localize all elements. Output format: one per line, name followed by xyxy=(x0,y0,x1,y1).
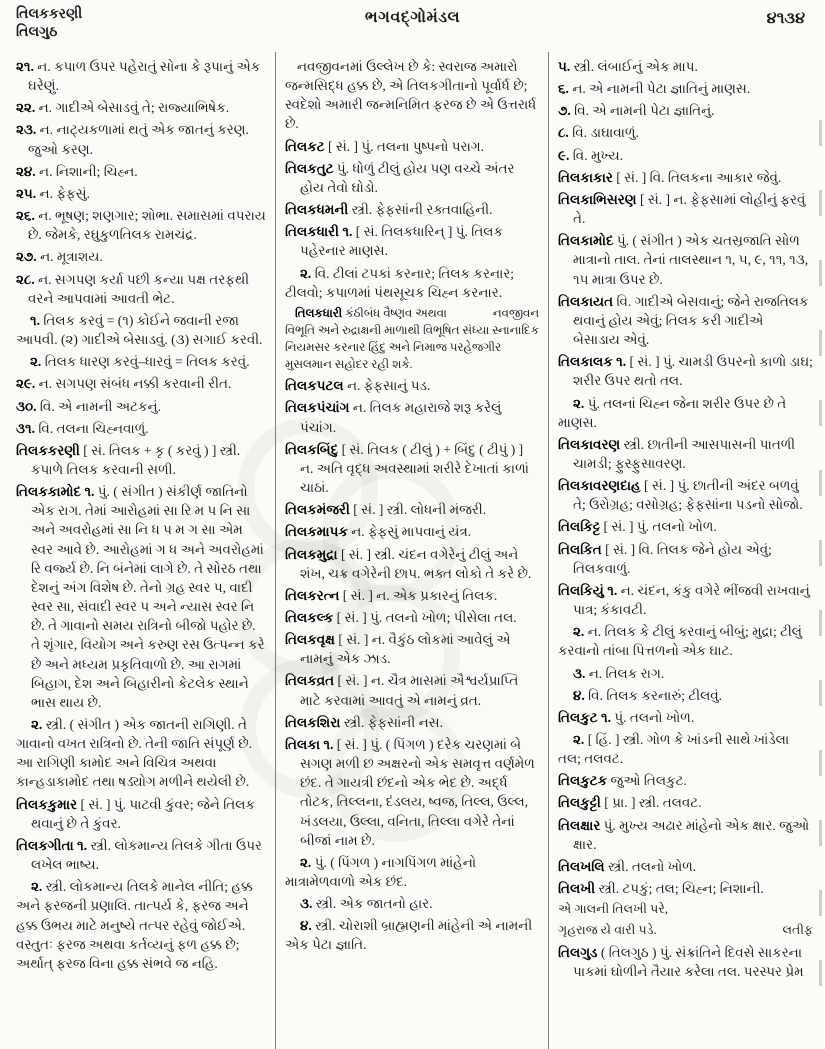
headword: તિલકવ્રત xyxy=(285,673,335,689)
dictionary-entry xyxy=(285,305,539,373)
dictionary-sense xyxy=(558,686,813,705)
dictionary-entry xyxy=(16,836,266,874)
definition-text: [ સં. તિલકધારિન્ ] પું. તિલક પહેરનાર માણસ. xyxy=(300,224,504,259)
headword: તિલકાવરણ xyxy=(558,436,621,452)
dictionary-entry xyxy=(285,630,539,668)
definition-text: એ ગાલની તિલખી પરે, xyxy=(558,902,669,917)
sense-number: ૨૩. xyxy=(16,122,37,138)
dictionary-sense xyxy=(285,853,539,891)
dictionary-entry xyxy=(16,482,266,712)
dictionary-sense xyxy=(558,622,813,660)
sense-number: ૬. xyxy=(558,81,569,97)
headword: તિલકાયત xyxy=(558,293,614,309)
definition-text: ન. તિલક મહારાજે શરૂ કરેલું પંચાંગ. xyxy=(300,400,502,435)
sense-number: ૩૧. xyxy=(16,420,35,436)
sense-number: ૧. xyxy=(77,837,88,853)
definition-text: [ સં. ] વિ. તિલક જેને હોય એવું; તિલકવાળું. xyxy=(573,541,772,576)
dictionary-sense xyxy=(558,146,813,165)
definition-text: વિ. તલના ચિહ્નવાળું. xyxy=(38,420,149,436)
sense-number: ૭. xyxy=(558,103,571,119)
headword: તિલકુટ્ટી xyxy=(558,795,601,811)
definition-text: પું. ( સંગીત ) એક ચતસ્રજાતિ સોળ માત્રાનો તાલ. તેનાં તાલસ્થાન ૧, ૫, ૯, ૧૧, ૧૩, ૧૫ માત્રા ઉપર છે. xyxy=(573,233,809,287)
dictionary-entry xyxy=(285,522,539,541)
dictionary-entry xyxy=(558,857,813,876)
dictionary-sense xyxy=(558,123,813,142)
sense-number: ૧. xyxy=(30,312,40,328)
definition-text: સ્ત્રી. છાતીની આસપાસની પાતળી ચામડી; ફુસ્ફુસાવરણ. xyxy=(573,436,796,471)
dictionary-sense xyxy=(558,394,813,432)
sense-number: ૨. xyxy=(573,732,585,747)
dictionary-entry xyxy=(558,943,813,981)
definition-text: સ્ત્રી. લોકમાન્ય તિલકે ગીતા ઉપર લખેલ ભાષ્ય. xyxy=(31,837,262,873)
dictionary-entry xyxy=(558,292,813,349)
dictionary-entry xyxy=(558,771,813,790)
attribution: નવજીવન xyxy=(492,305,539,320)
definition-text: પું. ( સંગીત ) સંકીર્ણ જાતિનો એક રાગ. તેમાં આરોહમાં સા રિ મ પ નિ સા અને અવરોહમાં સા નિ ધ પ મ ગ સા એમ સ્વર આવે છે. આરોહમાં ગ ધ અને અવરોહમાં રિ વર્જ્ય છે. નિ બંનેમાં લાગે છે. તે સોરઠ તથા દેશનું અંગ વિશેષ છે. તેનો ગ્રહ સ્વર પ, વાદી સ્વર સા, સંવાદી સ્વર પ અને ન્યાસ સ્વર નિ છે. તે ગાવાનો સમય રાત્રિનો બીજો પહોર છે. તે શૃંગાર, વિયોગ અને કરુણ રસ ઉત્પન્ન કરે છે અને મધ્યમ પ્રકૃતિવાળો છે. આ રાગમાં બિહાગ, દેશ અને બિહારીનો કેટલેક સ્થાને ભાસ થાય છે. xyxy=(31,484,265,710)
dictionary-sense xyxy=(16,247,266,266)
column-3 xyxy=(549,52,817,1049)
sense-number: ૧. xyxy=(616,354,627,370)
dictionary-sense xyxy=(16,120,266,158)
page-number: ૪૧૩૪ xyxy=(766,10,805,27)
guide-words xyxy=(16,6,82,42)
dictionary-sense xyxy=(16,57,266,95)
definition-text: [ સં. ] ન. વૈકુંઠ લોકમાં આવેલું એ નામનું એક ઝાડ. xyxy=(300,632,511,667)
headword: તિલકલ્ક xyxy=(285,609,334,625)
guide-word-bottom: તિલગુઠ xyxy=(16,25,58,41)
definition-text: [ સં. ] ન. ફેફસામાં લોહીનું ફરવું તે. xyxy=(573,191,806,227)
headword: તિલકાકાર xyxy=(558,169,613,185)
dictionary-sense xyxy=(16,715,266,792)
sense-number: ૨૬. xyxy=(16,208,35,224)
dictionary-sense xyxy=(285,264,539,302)
dictionary-sense xyxy=(16,98,266,117)
headword: તિલકપંચાંગ xyxy=(285,400,350,416)
dictionary-entry xyxy=(285,200,539,219)
definition-text: [ સં. ] પું. તલનો ખોળ. xyxy=(603,519,717,535)
headword: તિલકધારી xyxy=(295,305,343,320)
dictionary-entry xyxy=(285,137,539,156)
sense-number: ૧. xyxy=(607,582,618,598)
dictionary-entry xyxy=(285,159,539,197)
dictionary-entry xyxy=(558,190,813,228)
definition-text: [ સં. ] પું. તલના પુષ્પનો પરાગ. xyxy=(327,138,485,154)
dictionary-entry xyxy=(285,545,539,583)
definition-text: ન. નિશાની; ચિહ્ન. xyxy=(39,163,138,179)
sense-number: ૨૮. xyxy=(16,271,35,287)
definition-text: ન. તિલક રાગ. xyxy=(588,665,665,681)
sense-number: ૪. xyxy=(300,918,312,934)
headword: તિલકધમની xyxy=(285,202,349,218)
dictionary-sense xyxy=(16,184,266,203)
sense-number: ૧. xyxy=(323,736,334,752)
headword: તિલકકરણી xyxy=(16,442,80,458)
headword: તિલકરત્ન xyxy=(285,587,340,603)
headword: તિલકગીતા xyxy=(16,837,74,853)
definition-text: ન. સગપણ કર્યા પછી કન્યા પક્ષ તરફથી વરને આપવામાં આવતી ભેટ. xyxy=(28,271,250,306)
definition-text: ન. ફેફસાનું પડ. xyxy=(346,378,431,394)
definition-text: વિ. એ નામની પેટા જ્ઞાતિનું. xyxy=(574,103,715,119)
headword: તિલકટ xyxy=(285,138,325,154)
sense-number: ૨. xyxy=(30,354,42,370)
dictionary-sense xyxy=(558,664,813,683)
sense-number: ૫. xyxy=(558,59,571,74)
dictionary-entry xyxy=(285,671,539,709)
definition-text: તિલક કરવું = (૧) કોઈને જવાની રજા આપવી. (૨) ગાદીએ બેસાડવું. (૩) સગાઈ કરવી. xyxy=(16,312,263,348)
sense-number: ૧. xyxy=(600,709,611,725)
dictionary-sense xyxy=(558,730,813,768)
page-header xyxy=(0,0,825,52)
headword: તિલકપટલ xyxy=(285,378,344,394)
headword: તિલકવૃક્ષ xyxy=(285,632,335,648)
dictionary-sense xyxy=(16,311,266,349)
definition-text: સ્ત્રી. ચોરાશી બ્રાહ્મણની માંહેની એ નામની એક પેટા જ્ઞાતિ. xyxy=(285,918,533,953)
dictionary-sense xyxy=(16,397,266,416)
definition-text: પું. તલનો ખોળ. xyxy=(614,709,695,725)
definition-text: [ સં. ] ન. એક પ્રકારનું તિલક. xyxy=(342,587,498,603)
dictionary-entry xyxy=(285,376,539,395)
dictionary-entry xyxy=(558,816,813,854)
definition-text: વિ. તિલક કરનારું; ટીલવું. xyxy=(588,687,723,703)
definition-text: ન. તિલક કે ટીલું કરવાનું બીબું; મુદ્રા; ટીલું કરવાનો તાંબા પિત્તળનો એક ઘાટ. xyxy=(558,624,803,659)
dictionary-entry xyxy=(558,435,813,473)
definition-text: વિ. ટીલાં ટપકાં કરનાર; તિલક કરનાર; ટીલવો; કપાળમાં પંથસૂચક ચિહ્ન કરનાર. xyxy=(285,265,515,300)
dictionary-sense xyxy=(16,374,266,393)
sense-number: ૨. xyxy=(31,879,43,895)
definition-text: [ સં. ] સ્ત્રી. ચંદન વગેરેનું ટીલું અને શંખ, ચક્ર વગેરેની છાપ. ભક્ત લોકો તે કરે છે. xyxy=(300,546,532,581)
dictionary-sense xyxy=(16,206,266,244)
definition-text: વિ. ગાદીએ બેસવાનું; જેને રાજતિલક થવાનું હોય એવું; તિલક કરી ગાદીએ બેસાડાય એવું. xyxy=(573,293,809,348)
headword: તિલકાભિસરણ xyxy=(558,191,637,207)
dictionary-sense xyxy=(558,79,813,98)
definition-text: [ પ્રા. ] સ્ત્રી. તલવટ. xyxy=(604,795,702,811)
column-1 xyxy=(12,52,276,1049)
dictionary-sense xyxy=(16,162,266,181)
dictionary-entry xyxy=(16,795,266,833)
headword: તિલકાલક xyxy=(558,354,613,370)
dictionary-sense xyxy=(16,877,266,973)
headword: તિલકકુમાર xyxy=(16,796,78,812)
definition-text: જુઓ તિલકુટ. xyxy=(610,773,687,789)
sense-number: ૩. xyxy=(573,665,586,681)
dictionary-entry xyxy=(558,879,813,898)
headword: તિલગુડ xyxy=(558,945,598,960)
definition-text: નવજીવનમાં ઉલ્લેખ છે કે: સ્વરાજ અમારો જન્મસિદ્ધ હક્ક છે, એ તિલકગીતાનો પૂર્વાર્ધ છે; સ્વદેશો અમારી જન્મનિમિત ફરજ છે એ ઉત્તરાર્ધ છે. xyxy=(285,59,537,132)
sense-number: ૨૧. xyxy=(16,59,34,74)
definition-text: સ્ત્રી. ( સંગીત ) એક જાતની રાગિણી. તે ગાવાનો વખત રાત્રિનો છે. તેની જાતિ સંપૂર્ણ છે. આ રાગિણી કામોદ અને વિચિત્ર અથવા કાન્હડાકામોદ તથા ષડ્યોગ મળીને થયેલી છે. xyxy=(16,717,253,790)
headword: તિલકિત xyxy=(558,541,602,557)
dictionary-entry xyxy=(558,793,813,812)
verse-line xyxy=(558,901,813,919)
sense-number: ૧. xyxy=(342,224,353,240)
dictionary-entry xyxy=(558,540,813,578)
sense-number: ૨૫. xyxy=(16,185,37,201)
headword: તિલકમુદ્રા xyxy=(285,546,338,562)
headword: તિલકામોદ xyxy=(558,233,614,249)
definition-text: [ સં. તિલક + કૃ ( કરવું ) ] સ્ત્રી. કપાળે તિલક કરવાની સળી. xyxy=(31,442,241,477)
dictionary-entry xyxy=(558,517,813,536)
dictionary-sense xyxy=(16,419,266,438)
headword: તિલક્ષાર xyxy=(558,817,601,833)
headword: તિલકમંજરી xyxy=(285,502,350,518)
dictionary-sense xyxy=(285,894,539,913)
definition-text: ( તિલગુઠ ) પું. સંક્રાંતિને દિવસે સાકરના પાકમાં ઘોળીને તૈયાર કરેલા તલ. પરસ્પર પ્રેમ xyxy=(573,945,804,980)
dictionary-entry xyxy=(285,735,539,850)
definition-text: સ્ત્રી. લંબાઈનું એક માપ. xyxy=(573,59,698,74)
definition-text: [ સં. ] ન. ચૈત્ર માસમાં ઐશ્વર્યપ્રાપ્તિ માટે કરવામાં આવતું એ નામનું વ્રત. xyxy=(300,673,519,708)
definition-text: સ્ત્રી. ટપકું; તલ; ચિહ્ન; નિશાની. xyxy=(598,881,764,897)
definition-text: [ સં. ] પું. પાટવી કુંવર; જેને તિલક થવાનું છે તે કુંવર. xyxy=(31,796,255,831)
sense-number: ૨૪. xyxy=(16,163,36,179)
column-2 xyxy=(276,52,549,1049)
headword: તિલકધારી xyxy=(285,224,339,240)
definition-text: પું. મુખ્ય અઢાર માંહેનો એક ક્ષાર. જુઓ ક્ષાર. xyxy=(573,817,810,852)
dictionary-sense xyxy=(16,352,266,371)
dictionary-sense xyxy=(558,101,813,120)
definition-text: [ સં. ] પું. છાતીની અંદર બળવું તે; ઉરોગ્રહ; વસોગ્રહ; ફેફસાંના પડનો સોજો. xyxy=(573,478,803,513)
sense-number: ૨૭. xyxy=(16,249,37,265)
definition-text: [ હિં. ] સ્ત્રી. ગોળ કે ખાંડની સાથે ખાંડેલા તલ; તલવટ. xyxy=(558,732,790,767)
dictionary-entry xyxy=(285,440,539,497)
definition-text: ન. ફેફસું માપવાનું યંત્ર. xyxy=(351,524,472,540)
definition-text: કંઠીબંધ વૈષ્ણવ અથવા વિભૂતિ અને રુદ્રાક્ષની માળાથી વિભૂષિત સંધ્યા સ્નાનાદિક નિયમસર કરનાર હિંદુ અને નિમાજ પરહેજગીર મુસલમાન સહોદર રહી શકે. xyxy=(285,305,539,372)
dictionary-entry xyxy=(558,581,813,619)
dictionary-sense xyxy=(285,57,539,134)
sense-number: ૧. xyxy=(84,484,95,500)
guide-word-top: તિલકકરણી xyxy=(16,7,83,22)
definition-text: ન. ગાદીએ બેસાડવું તે; રાજ્યાભિષેક. xyxy=(38,100,230,116)
definition-text: સ્ત્રી. એક જાતનો હાર. xyxy=(315,896,433,912)
dictionary-sense xyxy=(16,270,266,308)
definition-text: ન. ફેફસું. xyxy=(39,185,90,201)
sense-number: ૨. xyxy=(300,265,312,281)
definition-text: પું. ધોળું ટીલું હોય પણ વચ્ચે અંતર હોય તેવો ઘોડો. xyxy=(300,160,515,195)
dictionary-entry xyxy=(285,222,539,260)
dictionary-entry xyxy=(285,398,539,436)
headword: તિલકુટક xyxy=(558,773,608,789)
definition-text: [ સં. ] પું. તલનો ખોળ; પીસેલા તલ. xyxy=(336,609,517,625)
definition-text: [ સં. ] પું. ચામડી ઉપરનો કાળો ડાઘ; શરીર ઉપર થતો તલ. xyxy=(573,354,813,389)
definition-text: ન. મૂત્રાશય. xyxy=(40,249,103,265)
definition-text: [ સં. ] વિ. તિલકના આકાર જેવું. xyxy=(616,169,782,185)
dictionary-entry xyxy=(16,441,266,479)
headword: તિલકિટ્ટ xyxy=(558,519,601,535)
dictionary-sense xyxy=(558,57,813,76)
headword: તિલકમાપક xyxy=(285,524,348,540)
verse-line xyxy=(558,922,813,940)
headword: તિલકબિંદુ xyxy=(285,441,339,457)
definition-text: ન. સગપણ સંબંધ નક્કી કરવાની રીત. xyxy=(38,376,232,392)
definition-text: પું. તલનાં ચિહ્ન જેના શરીર ઉપર છે તે માણસ. xyxy=(558,395,787,430)
definition-text: પું. ( પિંગળ ) નાગપિંગળ માંહેનો માત્રામેળવાળો એક છંદ. xyxy=(285,854,477,889)
dictionary-entry xyxy=(285,713,539,732)
sense-number: ૨. xyxy=(31,717,43,732)
sense-number: ૨. xyxy=(573,395,585,411)
page-title: ભગવદ્ગોમંડલ xyxy=(364,9,461,26)
dictionary-entry xyxy=(285,500,539,519)
headword: તિલકિયું xyxy=(558,582,604,598)
headword: તિલકકામોદ xyxy=(16,484,82,500)
definition-text: સ્ત્રી. ફેફસાંની રક્તવાહિની. xyxy=(351,202,493,218)
headword: તિલકશિરા xyxy=(285,714,341,730)
definition-text: ન. ભૂષણ; શણગાર; શોભા. સમાસમાં વપરાય છે. જેમકે, રઘુકુળતિલક રામચંદ્ર. xyxy=(28,208,266,243)
headword: તિલકા xyxy=(285,736,321,752)
definition-text: ન. એ નામની પેટા જ્ઞાતિનું માણસ. xyxy=(572,81,751,97)
definition-text: [ સં. ] સ્ત્રી. લોધની મંજરી. xyxy=(353,502,487,518)
definition-text: ન. ચંદન, કંકુ વગેરે ભીંજવી રાખવાનું પાત્ર; કંકાવટી. xyxy=(573,582,810,618)
sense-number: ૨૨. xyxy=(16,100,36,116)
dictionary-entry xyxy=(558,168,813,187)
columns-container xyxy=(0,52,825,1049)
dictionary-entry xyxy=(285,586,539,605)
definition-text: ગૃહરાજ યે વારી પડે. xyxy=(558,923,657,938)
definition-text: સ્ત્રી. ફેફસાંની નસ. xyxy=(343,714,443,730)
definition-text: ન. કપાળ ઉપર પહેરાતું સોના કે રૂપાનું એક ઘરેણું. xyxy=(28,59,261,94)
dictionary-entry xyxy=(558,352,813,390)
sense-number: ૩૦. xyxy=(16,398,37,414)
dictionary-entry xyxy=(558,231,813,288)
definition-text: વિ. મુખ્ય. xyxy=(572,147,624,163)
sense-number: ૮. xyxy=(558,125,569,141)
definition-text: વિ. ડાઘાવાળું. xyxy=(572,125,639,141)
headword: તિલકતુટ xyxy=(285,160,334,176)
sense-number: ૨૯. xyxy=(16,376,36,392)
headword: તિલખલિ xyxy=(558,858,605,874)
definition-text: [ સં. ] પું. ( પિંગળ ) દરેક ચરણમાં બે સગણ મળી છ અક્ષરનો એક સમવૃત્ત વર્ણમેળ છંદ. તે ગાયત્રી છંદનો એક ભેદ છે. અર્દ્ધ તોટક, તિલ્લના, દંડલય, ષ્વજ, તિલ્લ, ઉલ્લ, ખંડલયા, ઉલ્લા, વનિતા, તિલ્લા વગેરે તેનાં બીજાં નામ છે. xyxy=(300,736,535,848)
attribution: લતીફ xyxy=(782,923,813,938)
sense-number: ૪. xyxy=(573,687,585,703)
sense-number: ૩. xyxy=(300,896,313,912)
definition-text: સ્ત્રી. તલનો ખોળ. xyxy=(607,858,697,874)
dictionary-sense xyxy=(285,916,539,954)
definition-text: [ સં. તિલક ( ટીલું ) + બિંદુ ( ટીપું ) ] ન. અતિ વૃદ્ધ અવસ્થામાં શરીરે દેખાતાં કાળાં ચાઠાં. xyxy=(300,441,529,496)
dictionary-entry xyxy=(558,708,813,727)
dictionary-entry xyxy=(558,476,813,514)
definition-text: તિલક ધારણ કરવું–ધારવું = તિલક કરવું. xyxy=(44,354,250,370)
definition-text: વિ. એ નામની અટકનું. xyxy=(39,398,161,414)
definition-text: સ્ત્રી. લોકમાન્ય તિલકે માનેલ નીતિ; હક્ક અને ફરજની પ્રણાલિ. તાત્પર્ય કે, ફરજ અને હક્ક ઉભય માટે મનુષ્યે તત્પર રહેવું જોઈએ. વસ્તુતઃ ફરજ અથવા કર્તવ્યનું ફળ હક્ક છે; અર્થાત્ ફરજ વિના હક્ક સંભવે જ નહિ. xyxy=(16,879,253,971)
headword: તિલકાવરણદાહ xyxy=(558,478,641,494)
sense-number: ૨. xyxy=(573,624,585,640)
sense-number: ૯. xyxy=(558,147,570,163)
dictionary-entry xyxy=(285,608,539,627)
headword: તિલકુટ xyxy=(558,709,598,725)
headword: તિલખી xyxy=(558,881,596,897)
sense-number: ૨. xyxy=(300,854,312,870)
definition-text: ન. નાટ્યકળામાં થતું એક જાતનું કરણ. જુઓ કરણ. xyxy=(28,122,249,157)
